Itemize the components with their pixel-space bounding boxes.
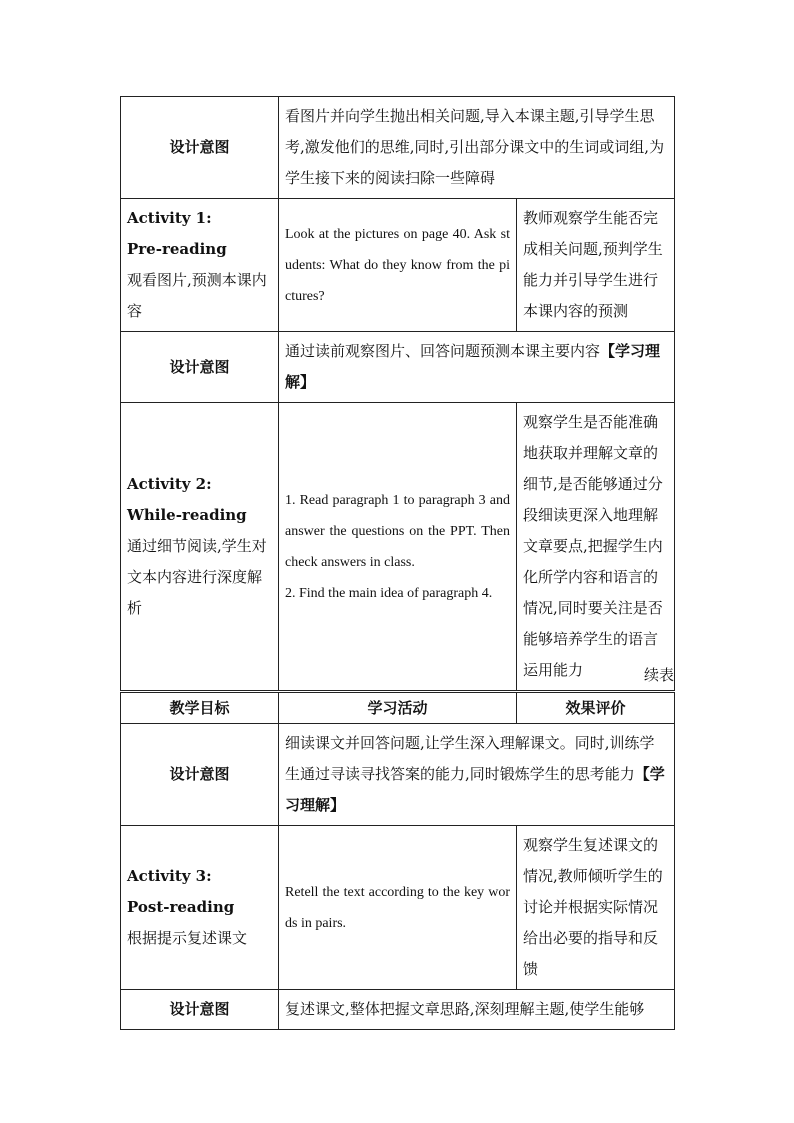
table-row [121,826,675,990]
activity-evaluation: 观察学生是否能准确地获取并理解文章的细节,是否能够通过分段细读更深入地理解文章要点,把握学生内化所学内容和语言的情况,同时要关注是否能够培养学生的语言运用能力 [517,403,675,691]
activity-content [279,403,517,691]
activity-title: Activity 3: [127,867,212,885]
intent-text: 看图片并向学生抛出相关问题,导入本课主题,引导学生思考,激发他们的思维,同时,引出部分课文中的生词或词组,为学生接下来的阅读扫除一些障碍 [279,97,675,199]
table-row [121,403,675,691]
intent-label: 设计意图 [121,990,279,1030]
header-goal: 教学目标 [121,693,279,724]
table-row [121,990,675,1030]
table-row [121,199,675,332]
activity-evaluation: 观察学生复述课文的情况,教师倾听学生的讨论并根据实际情况给出必要的指导和反馈 [517,826,675,990]
activity-stage: Pre-reading [127,240,227,258]
intent-label: 设计意图 [121,724,279,826]
table-row [121,332,675,403]
intent-tag: 【学习理解】 [285,765,665,814]
intent-text [279,724,675,826]
lesson-table-1 [120,96,675,691]
table-row [121,97,675,199]
intent-label: 设计意图 [121,97,279,199]
activity-desc: 根据提示复述课文 [127,929,248,947]
activity-cell [121,403,279,691]
activity-step: 1. Read paragraph 1 to paragraph 3 and answer the questions on the PPT. Then check answers in class. [285,492,510,570]
header-activity: 学习活动 [279,693,517,724]
intent-text [279,332,675,403]
intent-text: 复述课文,整体把握文章思路,深刻理解主题,使学生能够 [279,990,675,1030]
intent-text-main: 通过读前观察图片、回答问题预测本课主要内容 [285,342,601,360]
intent-text-main: 细读课文并回答问题,让学生深入理解课文。同时,训练学生通过寻读寻找答案的能力,同时锻炼学生的思考能力 [285,734,655,783]
activity-desc: 通过细节阅读,学生对文本内容进行深度解析 [127,537,267,617]
lesson-table-2 [120,692,675,1030]
activity-evaluation: 教师观察学生能否完成相关问题,预判学生能力并引导学生进行本课内容的预测 [517,199,675,332]
activity-title: Activity 1: [127,209,212,227]
activity-title: Activity 2: [127,475,212,493]
activity-content: Retell the text according to the key words in pairs. [279,826,517,990]
activity-step: 2. Find the main idea of paragraph 4. [285,585,493,601]
header-evaluation: 效果评价 [517,693,675,724]
continued-label: 续表 [643,666,674,684]
intent-label: 设计意图 [121,332,279,403]
activity-content: Look at the pictures on page 40. Ask students: What do they know from the pictures? [279,199,517,332]
activity-stage: While-reading [127,506,247,524]
table-row [121,724,675,826]
activity-desc: 观看图片,预测本课内容 [127,271,267,320]
activity-cell [121,199,279,332]
activity-stage: Post-reading [127,898,235,916]
table-header-row [121,693,675,724]
intent-tag: 【学习理解】 [285,342,661,391]
activity-cell [121,826,279,990]
